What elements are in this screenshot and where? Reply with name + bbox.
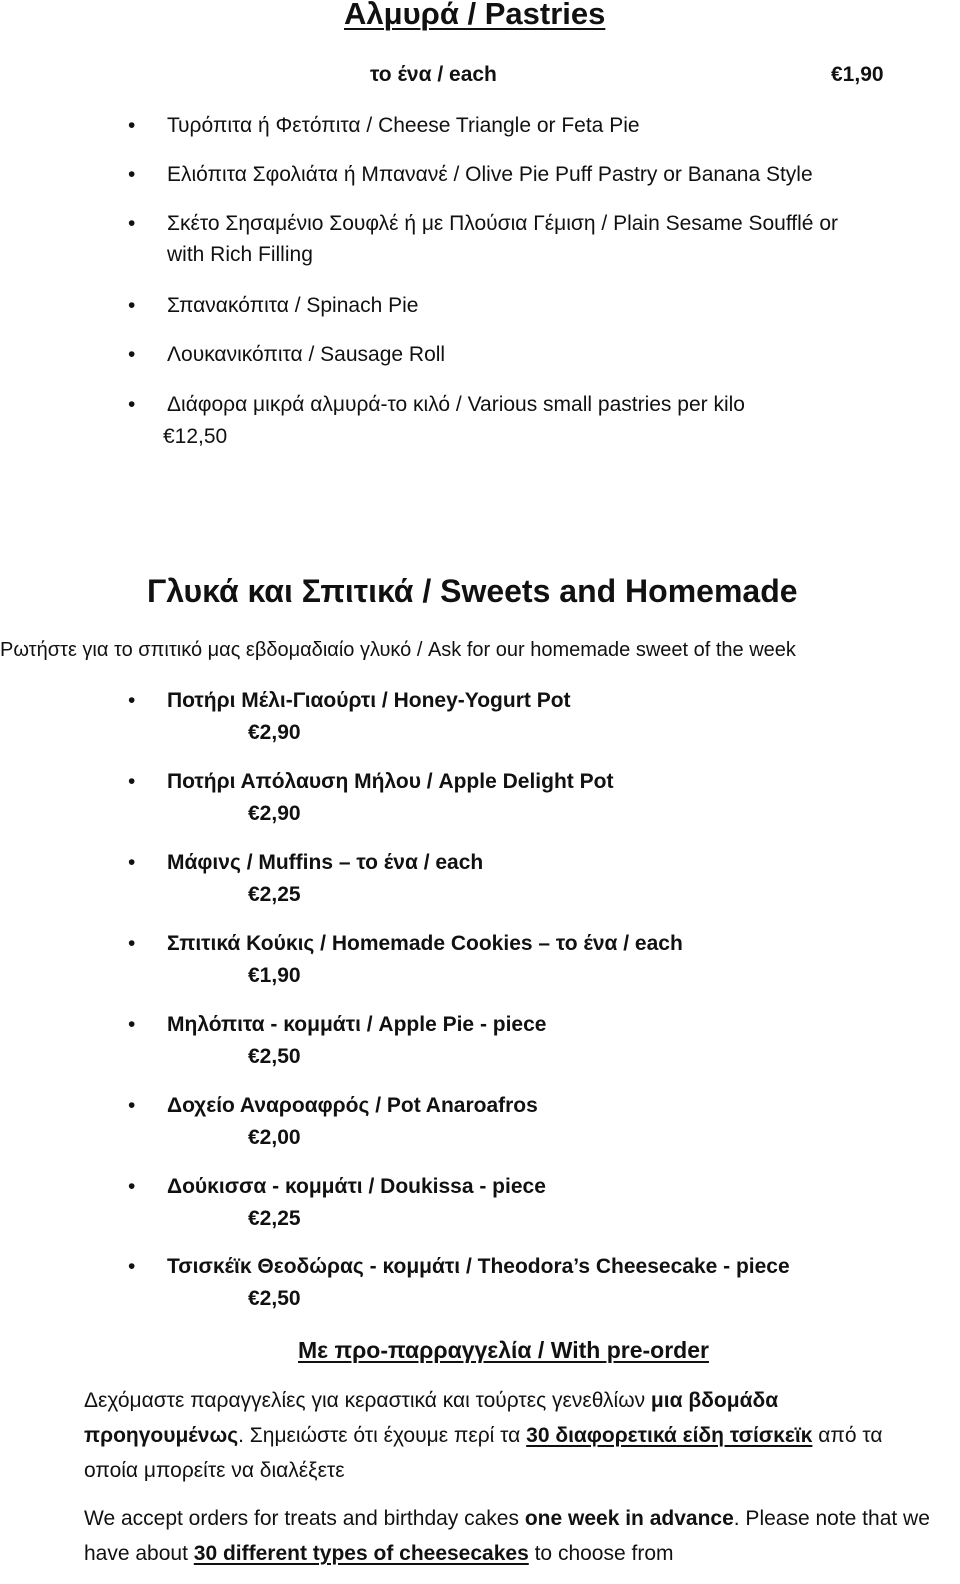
list-item: Ελιόπιτα Σφολιάτα ή Μπανανέ / Olive Pie Puff Pastry or Banana Style [167, 163, 813, 186]
list-item: Σκέτο Σησαμένιο Σουφλέ ή με Πλούσια Γέμιση / Plain Sesame Soufflé or [167, 212, 838, 235]
bullet: • [128, 851, 136, 874]
bullet: • [128, 114, 136, 137]
bullet: • [128, 343, 136, 366]
sweet-of-week-note: Ρωτήστε για το σπιτικό μας εβδομαδιαίο γλυκό / Ask for our homemade sweet of the week [0, 639, 796, 661]
sweet-item-price: €2,90 [248, 802, 301, 825]
text-span: Δεχόμαστε παραγγελίες για κεραστικά και τούρτες γενεθλίων [84, 1389, 651, 1412]
list-item: Διάφορα μικρά αλμυρά-το κιλό / Various small pastries per kilo [167, 393, 745, 416]
sweet-item-price: €1,90 [248, 964, 301, 987]
each-label: το ένα / each [370, 63, 497, 86]
sweet-item-name: Ποτήρι Μέλι-Γιαούρτι / Honey-Yogurt Pot [167, 689, 571, 712]
preorder-english-text [84, 1501, 946, 1571]
text-span: από τα οποία μπορείτε να διαλέξετε [84, 1424, 883, 1482]
sweet-item-name: Μηλόπιτα - κομμάτι / Apple Pie - piece [167, 1013, 547, 1036]
bullet: • [128, 294, 136, 317]
list-item: Σπανακόπιτα / Spinach Pie [167, 294, 419, 317]
preorder-title: Με προ-παρραγγελία / With pre-order [298, 1337, 709, 1363]
sweet-item-price: €2,25 [248, 883, 301, 906]
sweet-item-name: Ποτήρι Απόλαυση Μήλου / Apple Delight Pot [167, 770, 614, 793]
price: €12,50 [163, 425, 228, 448]
list-item: Τυρόπιτα ή Φετόπιτα / Cheese Triangle or Feta Pie [167, 114, 640, 137]
sweet-item-price: €2,50 [248, 1287, 301, 1310]
bullet: • [128, 1013, 136, 1036]
sweet-item-name: Τσισκέϊκ Θεοδώρας - κομμάτι / Theodora’s Cheesecake - piece [167, 1255, 790, 1278]
bullet: • [128, 163, 136, 186]
bullet: • [128, 689, 136, 712]
bold-underlined-span: 30 διαφορετικά είδη τσίσκεϊκ [526, 1424, 813, 1447]
bullet: • [128, 1255, 136, 1278]
sweet-item-price: €2,25 [248, 1207, 301, 1230]
bullet: • [128, 1175, 136, 1198]
text-span: We accept orders for treats and birthday cakes [84, 1507, 525, 1530]
list-item: Λουκανικόπιτα / Sausage Roll [167, 343, 446, 366]
bold-underlined-span: 30 different types of cheesecakes [193, 1542, 529, 1565]
bold-span: μια βδομάδα προηγουμένως [84, 1389, 779, 1447]
pastries-title: Αλμυρά / Pastries [344, 0, 606, 31]
text-span: . Please note that we have about [84, 1507, 930, 1565]
bullet: • [128, 212, 136, 235]
sweet-item-price: €2,00 [248, 1126, 301, 1149]
sweet-item-name: Δούκισσα - κομμάτι / Doukissa - piece [167, 1175, 546, 1198]
text-span: . Σημειώστε ότι έχουμε περί τα [238, 1424, 527, 1447]
text-span: to choose from [528, 1542, 674, 1565]
sweet-item-name: Σπιτικά Κούκις / Homemade Cookies – το ένα / each [167, 932, 683, 955]
sweet-item-name: Μάφινς / Muffins – το ένα / each [167, 851, 484, 874]
list-item-continued: with Rich Filling [167, 243, 313, 266]
sweet-item-price: €2,50 [248, 1045, 301, 1068]
sweets-title: Γλυκά και Σπιτικά / Sweets and Homemade [147, 573, 798, 609]
sweet-item-name: Δοχείο Αναροαφρός / Pot Anaroafros [167, 1094, 538, 1117]
each-price: €1,90 [831, 63, 884, 86]
bullet: • [128, 393, 136, 416]
bullet: • [128, 932, 136, 955]
preorder-greek-text [84, 1383, 934, 1488]
sweet-item-price: €2,90 [248, 721, 301, 744]
bold-span: one week in advance [524, 1507, 734, 1530]
bullet: • [128, 770, 136, 793]
bullet: • [128, 1094, 136, 1117]
